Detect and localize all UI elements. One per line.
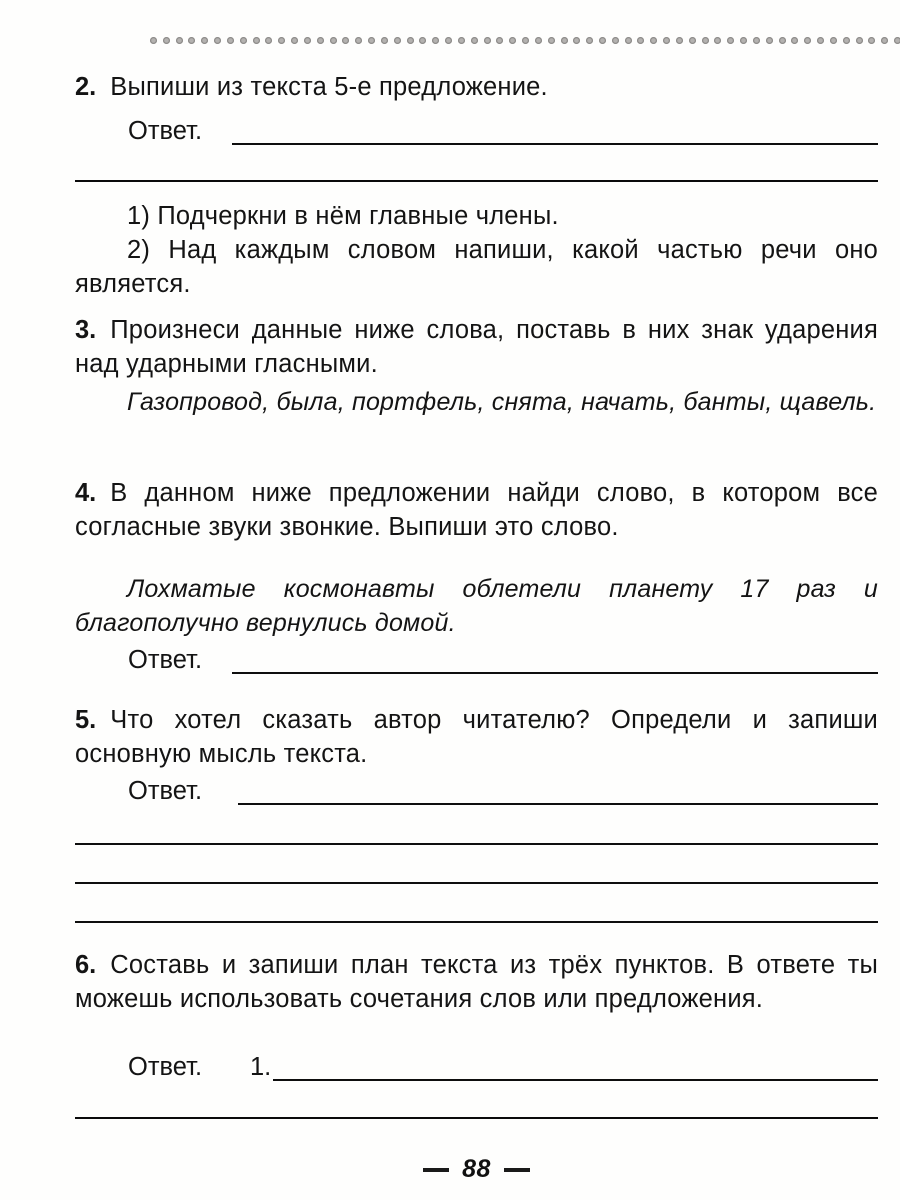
task-3-word-list-text: Газопровод, была, портфель, снята, начать, банты, щавель. (127, 388, 877, 416)
perforation-dot-icon (471, 37, 478, 44)
perforation-dot-icon (394, 37, 401, 44)
perforation-dot-icon (650, 37, 657, 44)
perforation-dot-icon (496, 37, 503, 44)
perforation-dot-icon (702, 37, 709, 44)
perforation-dot-icon (368, 37, 375, 44)
perforation-dot-icon (342, 37, 349, 44)
task-5-blank-line-3[interactable] (75, 921, 878, 923)
perforation-dot-icon (804, 37, 811, 44)
perforation-dot-icon (676, 37, 683, 44)
perforation-dot-icon (856, 37, 863, 44)
task-4-sentence (75, 572, 878, 640)
perforation-dot-icon (150, 37, 157, 44)
footer-dash-right-icon (504, 1168, 530, 1172)
perforation-dot-icon (612, 37, 619, 44)
perforation-dot-icon (868, 37, 875, 44)
task-5-answer-row (75, 776, 878, 812)
perforation-dot-icon (201, 37, 208, 44)
perforation-dot-icon (625, 37, 632, 44)
task-3-word-list (75, 385, 878, 419)
task-6-answer-row (75, 1052, 878, 1088)
perforation-dot-icon (766, 37, 773, 44)
task-6-answer-line-1[interactable] (273, 1079, 878, 1081)
task-2-subitem-1-text: 1) Подчеркни в нём главные члены. (127, 202, 559, 230)
task-4-answer-row (75, 645, 878, 681)
task-4-answer-line[interactable] (232, 672, 878, 674)
task-6-number: 6. (75, 951, 97, 979)
task-6-text: Составь и запиши план текста из трёх пунктов. В ответе ты можешь использовать сочетания слов или предложения. (75, 951, 878, 1013)
perforation-dot-icon (432, 37, 439, 44)
perforation-dot-icon (509, 37, 516, 44)
perforation-dot-icon (663, 37, 670, 44)
perforation-dot-icon (253, 37, 260, 44)
perforation-dot-icon (240, 37, 247, 44)
perforation-dot-icon (586, 37, 593, 44)
task-2-prompt (75, 70, 878, 104)
task-3-prompt (75, 313, 878, 381)
perforation-dot-icon (214, 37, 221, 44)
perforation-dot-icon (689, 37, 696, 44)
perforation-dot-icon (445, 37, 452, 44)
perforation-dot-icon (265, 37, 272, 44)
perforation-dot-icon (753, 37, 760, 44)
footer-dash-left-icon (423, 1168, 449, 1172)
perforation-dot-icon (227, 37, 234, 44)
perforation-dot-icon (881, 37, 888, 44)
task-2-answer-row (75, 116, 878, 152)
perforation-dot-icon (419, 37, 426, 44)
task-6-answer-label: Ответ. (128, 1053, 203, 1081)
task-2-text: Выпиши из текста 5-е предложение. (110, 73, 548, 101)
perforation-dot-row (150, 33, 900, 47)
perforation-dot-icon (535, 37, 542, 44)
task-4-text: В данном ниже предложении найди слово, в котором все согласные звуки звонкие. Выпиши это слово. (75, 479, 878, 541)
perforation-dot-icon (522, 37, 529, 44)
perforation-dot-icon (355, 37, 362, 44)
perforation-dot-icon (484, 37, 491, 44)
perforation-dot-icon (176, 37, 183, 44)
perforation-dot-icon (561, 37, 568, 44)
perforation-dot-icon (278, 37, 285, 44)
task-5-text: Что хотел сказать автор читателю? Определи и запиши основную мысль текста. (75, 706, 878, 768)
task-5-answer-line[interactable] (238, 803, 878, 805)
task-3-number: 3. (75, 316, 97, 344)
perforation-dot-icon (163, 37, 170, 44)
task-5-answer-label: Ответ. (128, 777, 203, 805)
perforation-dot-icon (637, 37, 644, 44)
task-6-answer-line-2[interactable] (75, 1117, 878, 1119)
task-5-prompt (75, 703, 878, 771)
perforation-dot-icon (791, 37, 798, 44)
perforation-dot-icon (843, 37, 850, 44)
perforation-dot-icon (548, 37, 555, 44)
task-5-number: 5. (75, 706, 97, 734)
task-5-blank-line-2[interactable] (75, 882, 878, 884)
task-4-prompt (75, 476, 878, 544)
task-3-text: Произнеси данные ниже слова, поставь в них знак ударения над ударными гласными. (75, 316, 878, 378)
task-4-answer-label: Ответ. (128, 646, 203, 674)
task-2-subitem-2-text: 2) Над каждым словом напиши, какой частью речи оно является. (75, 236, 878, 298)
perforation-dot-icon (894, 37, 900, 44)
task-2-answer-label: Ответ. (128, 117, 203, 145)
perforation-dot-icon (407, 37, 414, 44)
task-6-prompt (75, 948, 878, 1016)
perforation-dot-icon (817, 37, 824, 44)
page-content-area (75, 0, 878, 1200)
task-2-answer-line-2[interactable] (75, 180, 878, 182)
perforation-dot-icon (188, 37, 195, 44)
perforation-dot-icon (727, 37, 734, 44)
perforation-dot-icon (830, 37, 837, 44)
task-5-blank-line-1[interactable] (75, 843, 878, 845)
task-6-answer-item-number: 1. (250, 1053, 272, 1081)
perforation-dot-icon (291, 37, 298, 44)
perforation-dot-icon (330, 37, 337, 44)
perforation-dot-icon (573, 37, 580, 44)
perforation-dot-icon (714, 37, 721, 44)
perforation-dot-icon (458, 37, 465, 44)
task-2-answer-line[interactable] (232, 143, 878, 145)
task-2-subitem-1 (75, 199, 878, 233)
task-4-number: 4. (75, 479, 97, 507)
perforation-dot-icon (381, 37, 388, 44)
perforation-dot-icon (599, 37, 606, 44)
page-number: 88 (462, 1155, 491, 1183)
perforation-dot-icon (779, 37, 786, 44)
perforation-dot-icon (304, 37, 311, 44)
page-footer (75, 1155, 878, 1184)
perforation-dot-icon (317, 37, 324, 44)
perforation-dot-icon (740, 37, 747, 44)
task-2-subitem-2 (75, 233, 878, 301)
task-2-number: 2. (75, 73, 97, 101)
task-4-sentence-text: Лохматые космонавты облетели планету 17 раз и благополучно вернулись домой. (75, 575, 878, 637)
